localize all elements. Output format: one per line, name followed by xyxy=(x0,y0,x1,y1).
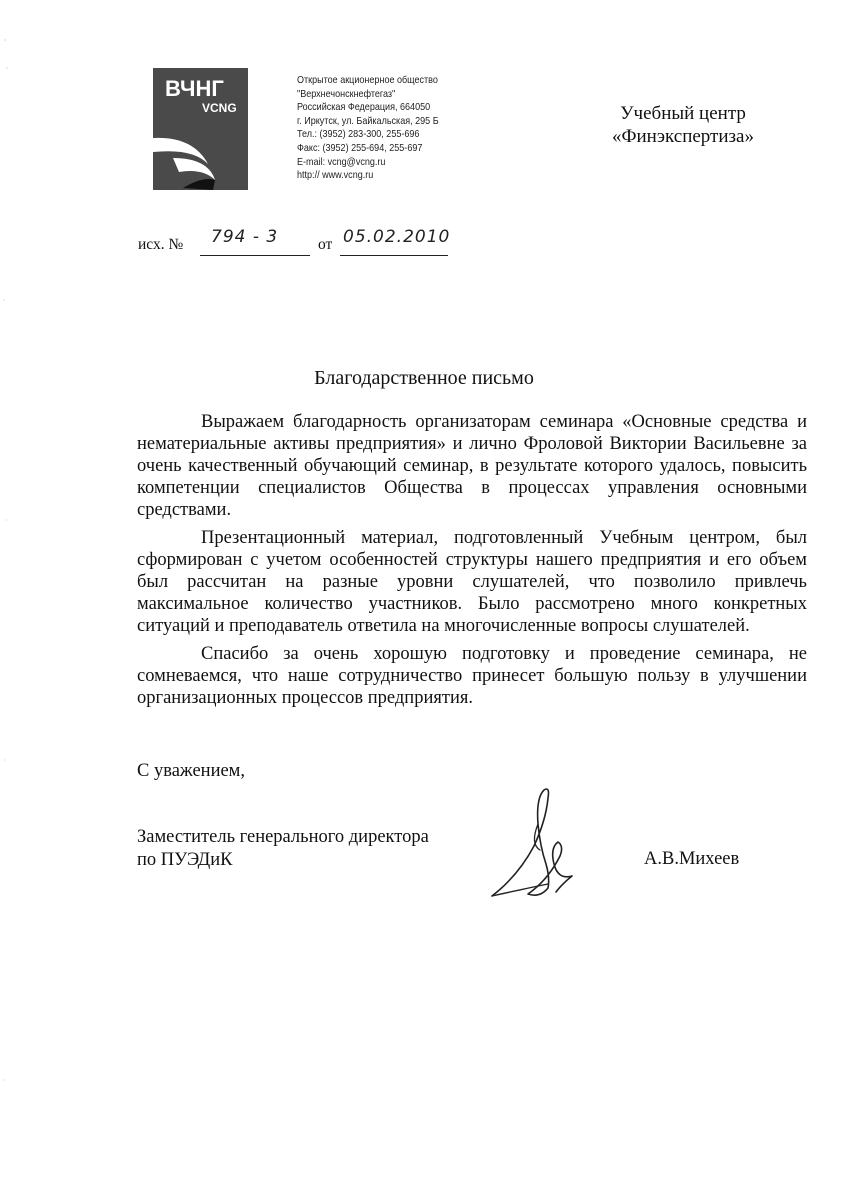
paragraph-text: Презентационный материал, подготовленный Учебным центром, был сформирован с учетом особенностей структуры нашего предприятия и его объем был рассчитан на разные уровни слушателей, что позволило привлечь максимальное количество участников. Было рассмотрено много конкретных ситуаций и преподаватель ответила на многочисленные вопросы слушателей. xyxy=(137,528,807,636)
recipient-line-1: Учебный центр xyxy=(620,103,746,124)
vcng-logo-graphic xyxy=(153,68,248,190)
company-line: Факс: (3952) 255-694, 255-697 xyxy=(297,141,423,154)
company-line: Российская Федерация, 664050 xyxy=(297,101,431,114)
position-line-1: Заместитель генерального директора xyxy=(137,827,429,847)
outgoing-date-value: 05.02.2010 xyxy=(343,227,451,247)
logo-text-sub: VCNG xyxy=(202,101,237,115)
letter-paragraph-1 xyxy=(137,411,807,521)
outgoing-date-label: от xyxy=(318,236,333,253)
position-line-2: по ПУЭДиК xyxy=(137,850,233,870)
company-info xyxy=(297,74,439,183)
recipient-block xyxy=(612,102,754,148)
signatory-position xyxy=(137,826,429,872)
recipient-line-2: «Финэкспертиза» xyxy=(612,126,754,147)
company-line: "Верхнечонскнефтегаз" xyxy=(297,87,396,100)
company-line: E-mail: vcng@vcng.ru xyxy=(297,155,386,168)
company-line: Тел.: (3952) 283-300, 255-696 xyxy=(297,128,420,141)
closing-regards: С уважением, xyxy=(137,761,246,781)
letter-title: Благодарственное письмо xyxy=(314,367,534,389)
logo-text-main: ВЧНГ xyxy=(165,76,224,101)
outgoing-number-label: исх. № xyxy=(138,236,184,253)
letter-paragraph-3 xyxy=(137,643,807,709)
outgoing-date-underline xyxy=(340,255,448,256)
handwritten-signature xyxy=(488,784,588,904)
company-line: Открытое акционерное общество xyxy=(297,74,438,86)
signatory-name: А.В.Михеев xyxy=(644,849,740,869)
outgoing-number-value: 794 - 3 xyxy=(211,227,279,247)
letter-paragraph-2 xyxy=(137,527,807,637)
company-logo xyxy=(153,68,248,190)
paragraph-text: Выражаем благодарность организаторам семинара «Основные средства и нематериальные активы предприятия» и лично Фроловой Виктории Васильевне за очень качественный обучающий семинар, в результате которого удалось, повысить компетенции специалистов Общества в процессах управления основными средствами. xyxy=(137,412,807,520)
scan-margin-marks xyxy=(0,0,20,1200)
company-line: г. Иркутск, ул. Байкальская, 295 Б xyxy=(297,114,439,127)
company-line: http:// www.vcng.ru xyxy=(297,169,374,182)
outgoing-number-underline xyxy=(200,255,310,256)
paragraph-text: Спасибо за очень хорошую подготовку и проведение семинара, не сомневаемся, что наше сотрудничество принесет большую пользу в улучшении организационных процессов предприятия. xyxy=(137,644,807,708)
